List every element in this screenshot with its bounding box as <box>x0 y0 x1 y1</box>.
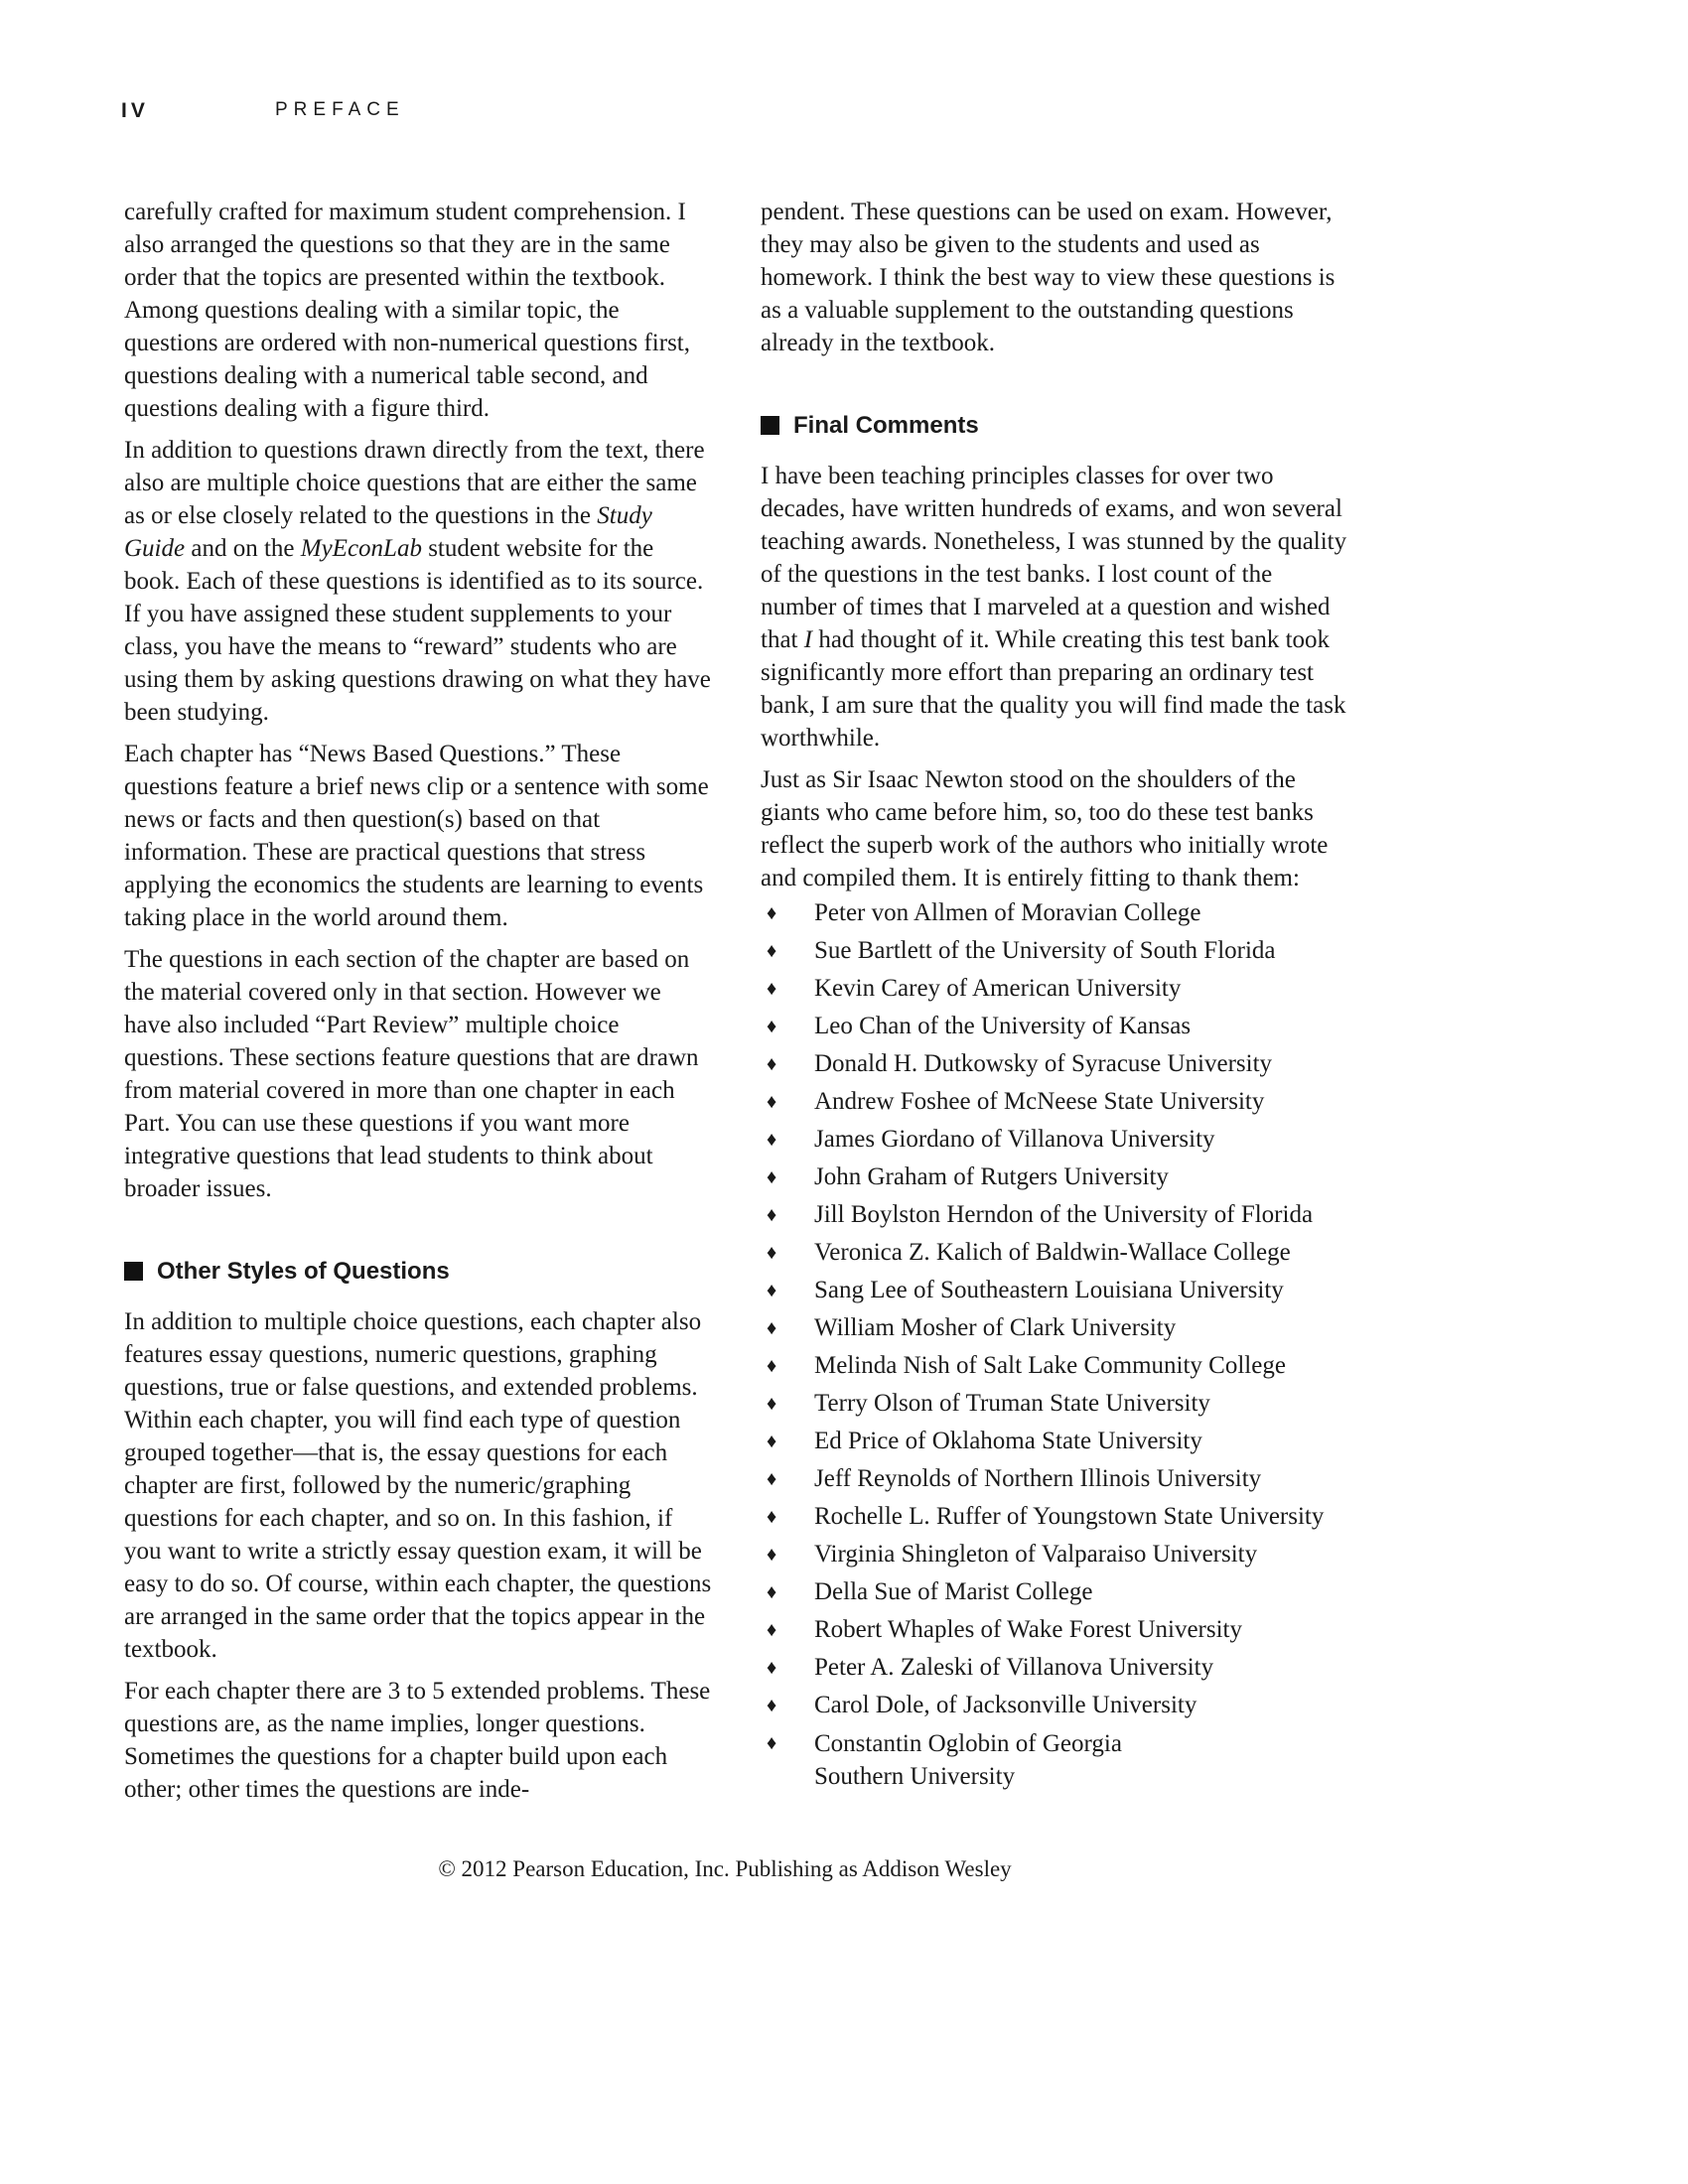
paragraph: For each chapter there are 3 to 5 extended problems. These questions are, as the name implies, longer questions. Sometimes the questions for a chapter build upon each other; other times the questions are inde- <box>124 1678 711 1803</box>
list-item-text: Peter von Allmen of Moravian College <box>814 899 1201 926</box>
list-item <box>761 1460 1350 1498</box>
list-item-text: Melinda Nish of Salt Lake Community College <box>814 1352 1286 1379</box>
list-item-text: Andrew Foshee of McNeese State University <box>814 1088 1265 1115</box>
list-item <box>761 1083 1350 1121</box>
italic-emphasis: I <box>803 626 813 653</box>
section-heading-final-comments <box>761 409 1350 442</box>
diamond-bullet-icon: ♦ <box>767 1732 777 1754</box>
paragraph <box>124 434 714 729</box>
diamond-bullet-icon: ♦ <box>767 1317 777 1339</box>
list-item-text: Ed Price of Oklahoma State University <box>814 1428 1202 1454</box>
diamond-bullet-icon: ♦ <box>767 1506 777 1528</box>
diamond-bullet-icon: ♦ <box>767 1581 777 1603</box>
diamond-bullet-icon: ♦ <box>767 978 777 1000</box>
list-item-text: Robert Whaples of Wake Forest University <box>814 1616 1243 1643</box>
diamond-bullet-icon: ♦ <box>767 1431 777 1452</box>
paragraph: Just as Sir Isaac Newton stood on the shoulders of the giants who came before him, so, too do these test banks reflect the superb work of the authors who initially wrote and compiled them. It is entirely fitting to thank them: <box>761 766 1329 891</box>
diamond-bullet-icon: ♦ <box>767 1166 777 1188</box>
list-item-text: Constantin Oglobin of Georgia Southern University <box>814 1730 1122 1790</box>
list-item-text: Rochelle L. Ruffer of Youngstown State University <box>814 1503 1325 1530</box>
list-item <box>761 1724 1217 1793</box>
heading-text: Final Comments <box>793 412 979 439</box>
diamond-bullet-icon: ♦ <box>767 902 777 924</box>
diamond-bullet-icon: ♦ <box>767 1129 777 1151</box>
text-run: I have been teaching principles classes for over two decades, have written hundreds of exams, and won several teaching awards. Nonetheless, I was stunned by the quality of the questions in the test banks. I lost count of the number of times that I marveled at a question and wished that <box>761 463 1347 653</box>
list-item-text: Jill Boylston Herndon of the University of Florida <box>814 1201 1314 1228</box>
list-item-text: Donald H. Dutkowsky of Syracuse University <box>814 1050 1273 1077</box>
list-item <box>761 1309 1350 1347</box>
acknowledgements-list <box>761 894 1350 1793</box>
list-item <box>761 894 1350 932</box>
diamond-bullet-icon: ♦ <box>767 1053 777 1075</box>
list-item <box>761 1573 1350 1611</box>
heading-text: Other Styles of Questions <box>157 1258 450 1285</box>
list-item-text: Della Sue of Marist College <box>814 1578 1093 1605</box>
list-item <box>761 1347 1350 1385</box>
diamond-bullet-icon: ♦ <box>767 1242 777 1264</box>
paragraph: In addition to multiple choice questions, each chapter also features essay questions, numeric questions, graphing questions, true or false questions, and extended problems. Within each chapter, you will find each type of question grouped together—that is, the essay questions for each chapter are first, followed by the numeric/graphing questions for each chapter, and so on. In this fashion, if you want to write a strictly essay question exam, it will be easy to do so. Of course, within each chapter, the questions are arranged in the same order that the topics appear in the textbook. <box>124 1308 712 1663</box>
list-item <box>761 932 1350 970</box>
diamond-bullet-icon: ♦ <box>767 1468 777 1490</box>
text-run: In addition to questions drawn directly from the text, there also are multiple choice questions that are either the same as or else closely related to the questions in the <box>124 437 705 529</box>
list-item <box>761 1385 1350 1423</box>
list-item <box>761 1498 1350 1536</box>
italic-title-myeconlab: MyEconLab <box>300 535 422 562</box>
list-item <box>761 1649 1350 1687</box>
list-item-text: Sue Bartlett of the University of South Florida <box>814 937 1276 964</box>
list-item-text: James Giordano of Villanova University <box>814 1126 1215 1153</box>
diamond-bullet-icon: ♦ <box>767 1619 777 1641</box>
list-item-text: Jeff Reynolds of Northern Illinois University <box>814 1465 1262 1492</box>
list-item-text: Peter A. Zaleski of Villanova University <box>814 1654 1214 1681</box>
list-item <box>761 1008 1350 1045</box>
right-column <box>761 196 1350 1793</box>
list-item <box>761 1196 1350 1234</box>
diamond-bullet-icon: ♦ <box>767 1393 777 1415</box>
diamond-bullet-icon: ♦ <box>767 1657 777 1679</box>
page-number: IV <box>121 99 149 122</box>
copyright-footer: © 2012 Pearson Education, Inc. Publishing as Addison Wesley <box>438 1856 1012 1881</box>
paragraph: carefully crafted for maximum student comprehension. I also arranged the questions so that they are in the same order that the topics are presented within the textbook. Among questions dealing with a similar topic, the questions are ordered with non-numerical questions first, questions dealing with a numerical table second, and questions dealing with a figure third. <box>124 199 690 422</box>
list-item-text: Veronica Z. Kalich of Baldwin-Wallace College <box>814 1239 1291 1266</box>
left-column <box>124 196 714 1815</box>
diamond-bullet-icon: ♦ <box>767 940 777 962</box>
diamond-bullet-icon: ♦ <box>767 1280 777 1301</box>
list-item <box>761 1159 1350 1196</box>
square-bullet-icon <box>761 416 779 435</box>
diamond-bullet-icon: ♦ <box>767 1544 777 1566</box>
text-run: and on the <box>185 535 301 562</box>
list-item-text: Kevin Carey of American University <box>814 975 1182 1002</box>
list-item <box>761 970 1350 1008</box>
list-item-text: Leo Chan of the University of Kansas <box>814 1013 1192 1039</box>
section-heading-other-styles <box>124 1255 714 1288</box>
list-item-text: Terry Olson of Truman State University <box>814 1390 1210 1417</box>
list-item <box>761 1611 1350 1649</box>
text-run: had thought of it. While creating this test bank took significantly more effort than preparing an ordinary test bank, I am sure that the quality you will find made the task worthwhile. <box>761 626 1346 751</box>
list-item <box>761 1045 1350 1083</box>
text-run: student website for the book. Each of these questions is identified as to its source. If you have assigned these student supplements to your class, you have the means to “reward” students who are using them by asking questions drawing on what they have been studying. <box>124 535 711 726</box>
diamond-bullet-icon: ♦ <box>767 1204 777 1226</box>
paragraph: pendent. These questions can be used on exam. However, they may also be given to the students and used as homework. I think the best way to view these questions is as a valuable supplement to the outstanding questions already in the textbook. <box>761 199 1336 356</box>
paragraph <box>761 460 1350 754</box>
diamond-bullet-icon: ♦ <box>767 1016 777 1037</box>
paragraph: Each chapter has “News Based Questions.” These questions feature a brief news clip or a sentence with some news or facts and then question(s) based on that information. These are practical questions that stress applying the economics the students are learning to events taking place in the world around them. <box>124 741 709 931</box>
list-item <box>761 1234 1350 1272</box>
list-item <box>761 1272 1350 1309</box>
list-item-text: Sang Lee of Southeastern Louisiana University <box>814 1277 1284 1303</box>
paragraph: The questions in each section of the chapter are based on the material covered only in that section. However we have also included “Part Review” multiple choice questions. These sections feature questions that are drawn from material covered in more than one chapter in each Part. You can use these questions if you want more integrative questions that lead students to think about broader issues. <box>124 946 699 1202</box>
diamond-bullet-icon: ♦ <box>767 1091 777 1113</box>
list-item <box>761 1687 1350 1724</box>
list-item-text: William Mosher of Clark University <box>814 1314 1177 1341</box>
list-item <box>761 1536 1350 1573</box>
running-head: PREFACE <box>275 99 405 120</box>
list-item <box>761 1423 1350 1460</box>
italic-title-study-guide: Study Guide <box>124 502 652 562</box>
diamond-bullet-icon: ♦ <box>767 1355 777 1377</box>
square-bullet-icon <box>124 1262 143 1281</box>
diamond-bullet-icon: ♦ <box>767 1695 777 1716</box>
list-item-text: John Graham of Rutgers University <box>814 1163 1169 1190</box>
list-item-text: Carol Dole, of Jacksonville University <box>814 1692 1197 1718</box>
list-item-text: Virginia Shingleton of Valparaiso University <box>814 1541 1258 1568</box>
list-item <box>761 1121 1350 1159</box>
